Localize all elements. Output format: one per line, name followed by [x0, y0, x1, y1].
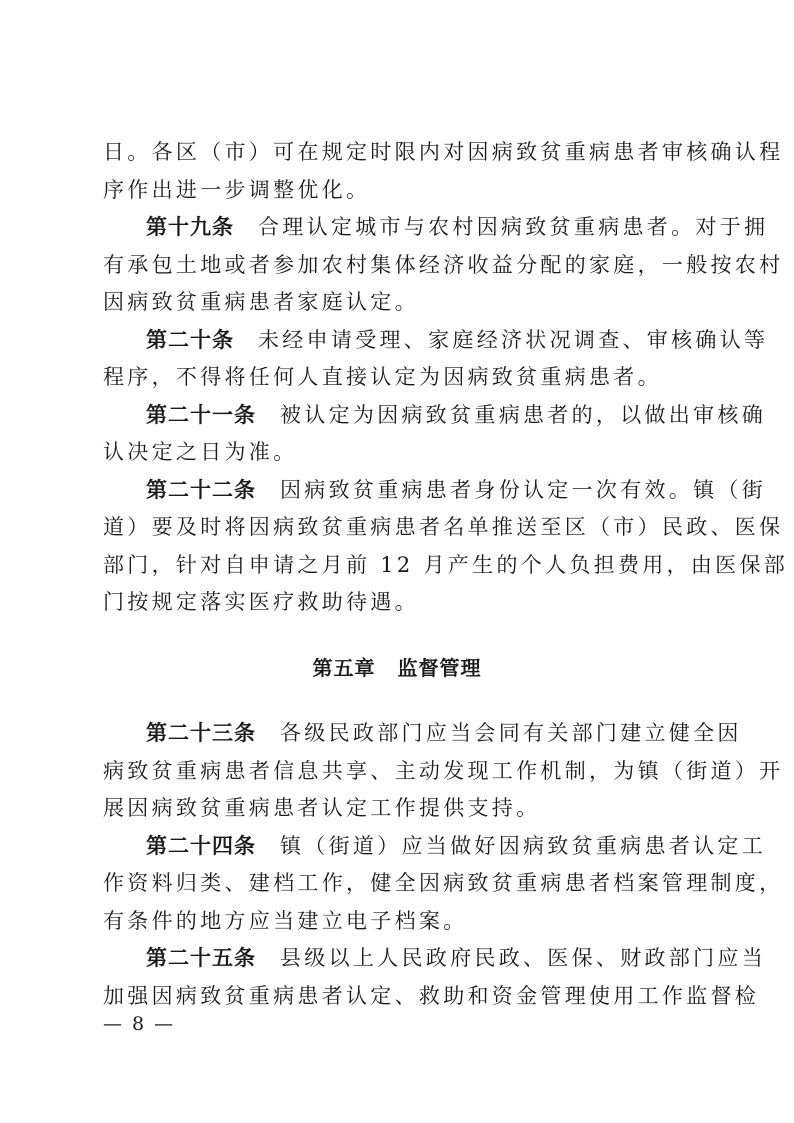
article-label: 第二十条	[146, 328, 234, 352]
text-line: 道）要及时将因病致贫重病患者名单推送至区（市）民政、医保	[103, 515, 784, 539]
article-23	[146, 718, 742, 748]
text-line: 因病致贫重病患者家庭认定。	[103, 290, 419, 314]
chapter-heading	[0, 652, 794, 681]
text-line: 各级民政部门应当会同有关部门建立健全因	[280, 721, 742, 745]
text-line: 镇（街道）应当做好因病致贫重病患者认定工	[280, 834, 766, 858]
article-20	[146, 325, 769, 355]
article-22	[146, 475, 766, 505]
article-label: 第十九条	[146, 215, 234, 239]
text-line: 县级以上人民政府民政、医保、财政部门应当	[280, 946, 766, 970]
text-line: 因病致贫重病患者身份认定一次有效。镇（街	[280, 478, 766, 502]
article-24	[146, 831, 766, 861]
article-label: 第二十二条	[146, 478, 256, 502]
text-line: 加强因病致贫重病患者认定、救助和资金管理使用工作监督检	[103, 984, 760, 1008]
article-label: 第二十四条	[146, 834, 256, 858]
text-line: 认决定之日为准。	[103, 440, 298, 464]
text-line: 有承包土地或者参加农村集体经济收益分配的家庭，一般按农村	[103, 253, 784, 277]
text-line: 门按规定落实医疗救助待遇。	[103, 590, 419, 614]
text-line: 作资料归类、建档工作，健全因病致贫重病患者档案管理制度，	[103, 871, 784, 895]
chapter-title: 监督管理	[397, 656, 482, 680]
article-label: 第二十一条	[146, 403, 256, 427]
article-19	[146, 212, 769, 242]
text-line: 未经申请受理、家庭经济状况调查、审核确认等	[258, 328, 769, 352]
text-line: 程序，不得将任何人直接认定为因病致贫重病患者。	[103, 365, 662, 389]
chapter-number: 第五章	[312, 656, 376, 680]
text-line: 部门，针对自申请之月前 12 月产生的个人负担费用，由医保部	[103, 553, 789, 577]
text-line: 被认定为因病致贫重病患者的，以做出审核确	[280, 403, 766, 427]
text-line: 有条件的地方应当建立电子档案。	[103, 909, 468, 933]
text-line: 合理认定城市与农村因病致贫重病患者。对于拥	[258, 215, 769, 239]
page-number: — 8 —	[103, 1013, 176, 1035]
article-label: 第二十三条	[146, 721, 256, 745]
text-line: 日。各区（市）可在规定时限内对因病致贫重病患者审核确认程	[103, 140, 784, 164]
text-line: 展因病致贫重病患者认定工作提供支持。	[103, 796, 541, 820]
article-25	[146, 943, 766, 973]
article-label: 第二十五条	[146, 946, 256, 970]
text-line: 病致贫重病患者信息共享、主动发现工作机制，为镇（街道）开	[103, 759, 784, 783]
article-21	[146, 400, 766, 430]
text-line: 序作出进一步调整优化。	[103, 178, 371, 202]
